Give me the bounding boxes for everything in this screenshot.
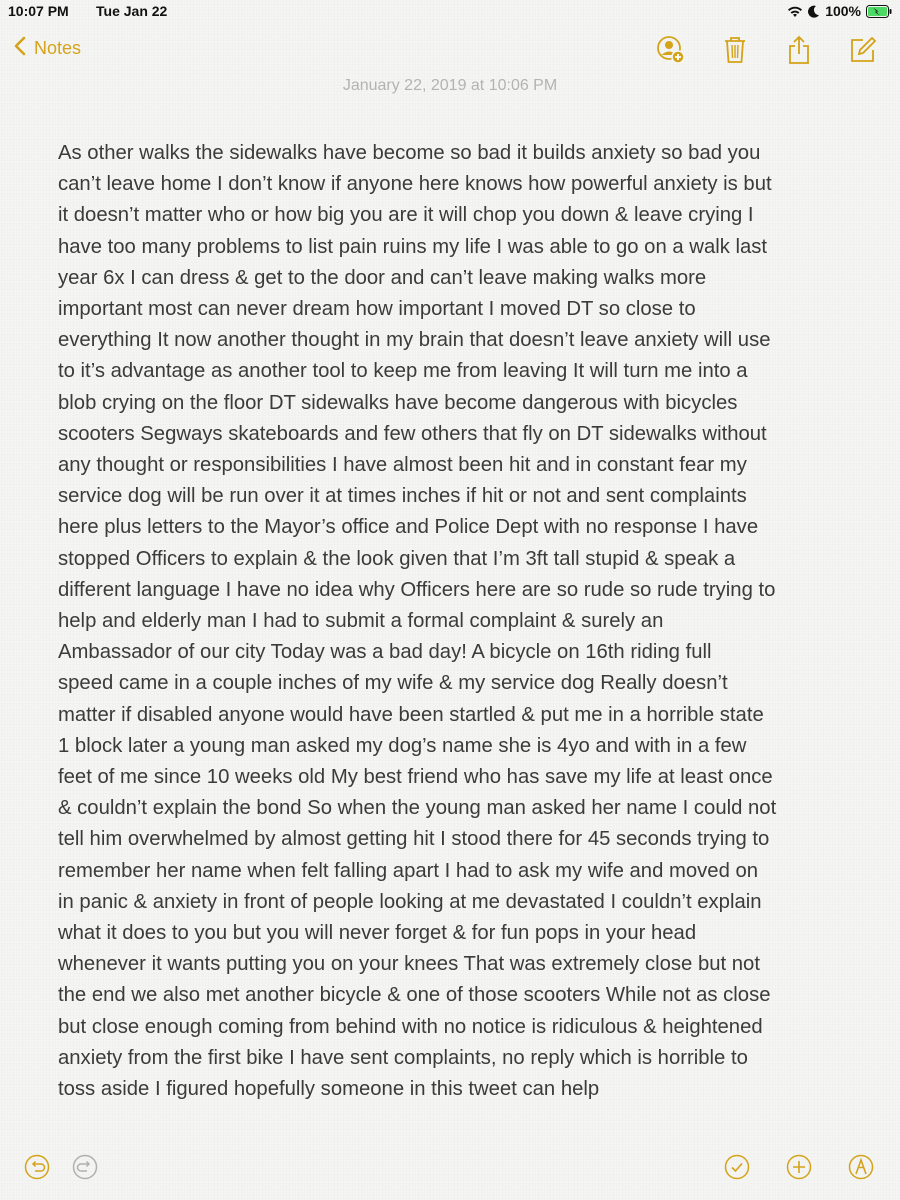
status-bar (0, 0, 900, 22)
note-line: everything It now another thought in my brain that doesn’t leave anxiety will use (58, 329, 771, 352)
note-line: service dog will be run over it at times inches if hit or not and sent complaints (58, 485, 747, 508)
note-line: any thought or responsibilities I have almost been hit and in constant fear my (58, 454, 747, 477)
note-line: in panic & anxiety in front of people looking at me devastated I couldn’t explain (58, 890, 762, 913)
note-line: year 6x I can dress & get to the door and can’t leave making walks more (58, 266, 707, 289)
note-timestamp: January 22, 2019 at 10:06 PM (342, 77, 558, 94)
back-button[interactable] (14, 36, 81, 61)
share-icon[interactable] (784, 34, 814, 66)
note-line: scooters Segways skateboards and few others that fly on DT sidewalks without (58, 422, 767, 445)
note-line: speed came in a couple inches of my wife & my service dog Really doesn’t (58, 672, 728, 695)
note-line: 1 block later a young man asked my dog’s name she is 4yo and with in a few (58, 734, 747, 757)
note-line: anxiety from the first bike I have sent complaints, no reply which is horrible to (58, 1046, 748, 1069)
add-people-icon[interactable] (656, 34, 686, 66)
note-line: different language I have no idea why Officers here are so rude so rude trying to (58, 578, 776, 601)
note-line: the end we also met another bicycle & one of those scooters While not as close (58, 984, 771, 1007)
note-line: whenever it wants putting you on your knees That was extremely close but not (58, 953, 760, 976)
note-line: feet of me since 10 weeks old My best friend who has save my life at least once (58, 766, 773, 789)
note-line: & couldn’t explain the bond So when the young man asked her name I could not (58, 797, 777, 820)
note-line: to it’s advantage as another tool to keep me from leaving It will turn me into a (58, 360, 748, 383)
redo-icon[interactable] (72, 1154, 98, 1180)
note-line: blob crying on the floor DT sidewalks have become dangerous with bicycles (58, 391, 738, 414)
undo-icon[interactable] (24, 1154, 50, 1180)
bottom-toolbar (0, 1140, 900, 1200)
status-date: Tue Jan 22 (96, 3, 168, 19)
note-line: but close enough coming from behind with no notice is ridiculous & heightened (58, 1015, 763, 1038)
note-line: stopped Officers to explain & the look given that I’m 3ft tall stupid & speak a (58, 547, 736, 570)
note-line: As other walks the sidewalks have become so bad it builds anxiety so bad you (58, 142, 761, 164)
note-line: what it does to you but you will never forget & for fun pops in your head (58, 922, 697, 945)
trash-icon[interactable] (720, 34, 750, 66)
markup-icon[interactable] (848, 1154, 874, 1180)
compose-icon[interactable] (848, 34, 878, 66)
note-line: important most can never dream how important I moved DT so close to (58, 298, 696, 321)
battery-icon (866, 5, 892, 18)
note-line: can’t leave home I don’t know if anyone here knows how powerful anxiety is but (58, 173, 772, 196)
note-line: have too many problems to list pain ruins my life I was able to go on a walk last (58, 235, 768, 258)
note-line: help and elderly man I had to submit a formal complaint & surely an (58, 610, 664, 633)
status-time: 10:07 PM (8, 3, 69, 19)
wifi-icon (787, 5, 803, 18)
back-label: Notes (34, 38, 82, 58)
note-line: it doesn’t matter who or how big you are it will chop you down & leave crying I (58, 204, 754, 227)
note-line: Ambassador of our city Today was a bad day! A bicycle on 16th riding full (58, 641, 712, 664)
note-body[interactable] (58, 138, 858, 1105)
battery-percent: 100% (825, 3, 861, 19)
nav-bar (0, 28, 900, 72)
note-line: remember her name when felt falling apart I had to ask my wife and moved on (58, 859, 759, 882)
add-icon[interactable] (786, 1154, 812, 1180)
note-line: toss aside I figured hopefully someone in this tweet can help (58, 1078, 600, 1101)
status-indicators (787, 3, 892, 19)
moon-icon (808, 5, 820, 18)
nav-actions (622, 34, 878, 66)
note-line: matter if disabled anyone would have been startled & put me in a horrible state (58, 703, 764, 726)
chevron-left-icon (14, 36, 34, 61)
checklist-icon[interactable] (724, 1154, 750, 1180)
note-line: here plus letters to the Mayor’s office and Police Dept with no response I have (58, 516, 759, 539)
note-line: tell him overwhelmed by almost getting hit I stood there for 45 seconds trying to (58, 828, 770, 851)
